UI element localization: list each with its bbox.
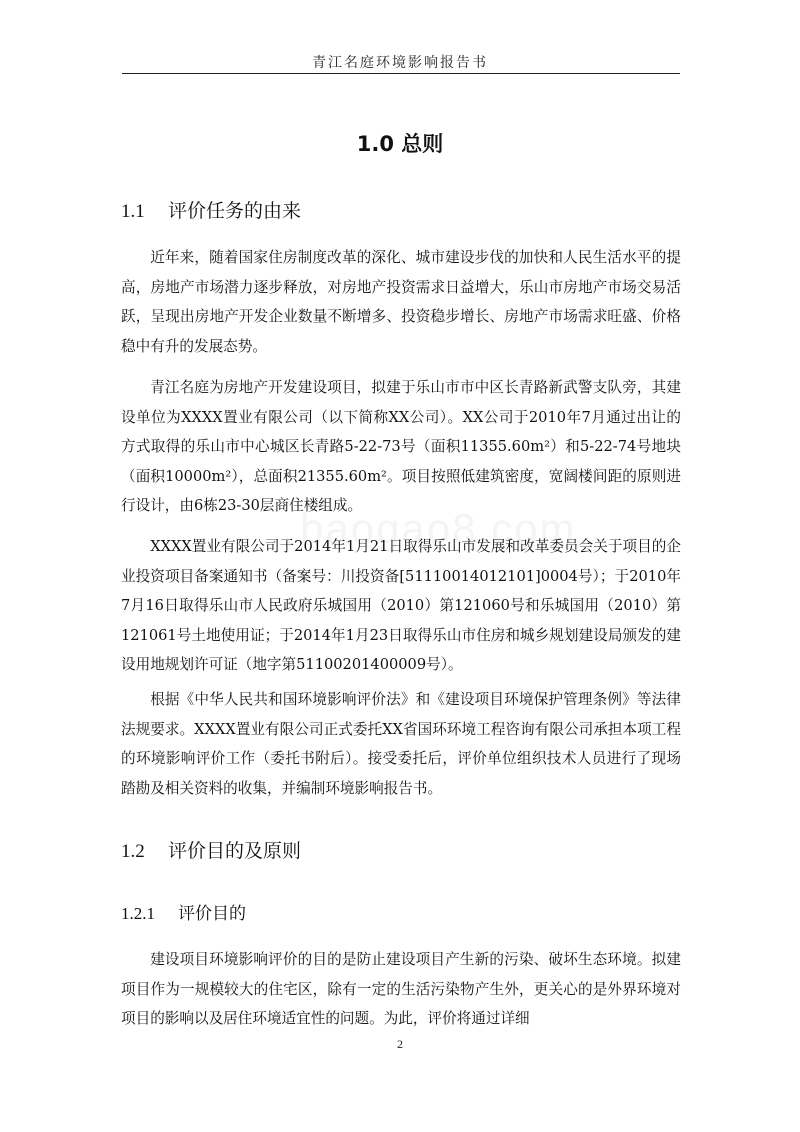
- paragraph-5: 建设项目环境影响评价的目的是防止建设项目产生新的污染、破坏生态环境。拟建项目作为一规模较大的住宅区，除有一定的生活污染物产生外，更关心的是外界环境对项目的影响以及居住环境适宜性的问题。为此，评价将通过详细: [121, 951, 681, 1027]
- page-number: 2: [397, 1037, 403, 1051]
- section-title: 评价任务的由来: [168, 200, 302, 222]
- section-number: 1.2: [121, 841, 145, 862]
- paragraph-2: 青江名庭为房地产开发建设项目，拟建于乐山市市中区长青路新武警支队旁，其建设单位为XXXX置业有限公司（以下简称XX公司）。XX公司于2010年7月通过出让的方式取得的乐山市中心城区长青路5-22-73号（面积11355.60m²）和5-22-74号地块（面积10000m²），总面积21355.60m²。项目按照低建筑密度，宽阔楼间距的原则进行设计，由6栋23-30层商住楼组成。: [121, 379, 681, 514]
- paragraph-1: 近年来，随着国家住房制度改革的深化、城市建设步伐的加快和人民生活水平的提高，房地产市场潜力逐步释放，对房地产投资需求日益增大，乐山市房地产市场交易活跃，呈现出房地产开发企业数量不断增多、投资稳步增长、房地产市场需求旺盛、价格稳中有升的发展态势。: [121, 249, 681, 355]
- subsection-title: 评价目的: [178, 904, 246, 924]
- page-header-title: 青江名庭环境影响报告书: [312, 55, 488, 71]
- paragraph-4: 根据《中华人民共和国环境影响评价法》和《建设项目环境保护管理条例》等法律法规要求。XXXX置业有限公司正式委托XX省国环环境工程咨询有限公司承担本项工程的环境影响评价工作（委托书附后）。接受委托后，评价单位组织技术人员进行了现场踏勘及相关资料的收集，并编制环境影响报告书。: [121, 691, 681, 797]
- section-number: 1.1: [121, 201, 145, 222]
- paragraph-3: XXXX置业有限公司于2014年1月21日取得乐山市发展和改革委员会关于项目的企业投资项目备案通知书（备案号：川投资备[51110014012101]0004号）；于2010年7月16日取得乐山市人民政府乐城国用（2010）第121060号和乐城国用（2010）第121061号土地使用证；于2014年1月23日取得乐山市住房和城乡规划建设局颁发的建设用地规划许可证（地字第51100201400009号）。: [121, 538, 681, 673]
- section-title: 评价目的及原则: [168, 840, 302, 862]
- section-heading-1-2: [121, 836, 301, 863]
- chapter-title: 1.0 总则: [356, 132, 444, 156]
- header-rule: [122, 73, 680, 74]
- section-heading-1-1: [121, 196, 301, 223]
- subsection-number: 1.2.1: [121, 904, 155, 923]
- subsection-heading-1-2-1: [121, 899, 246, 924]
